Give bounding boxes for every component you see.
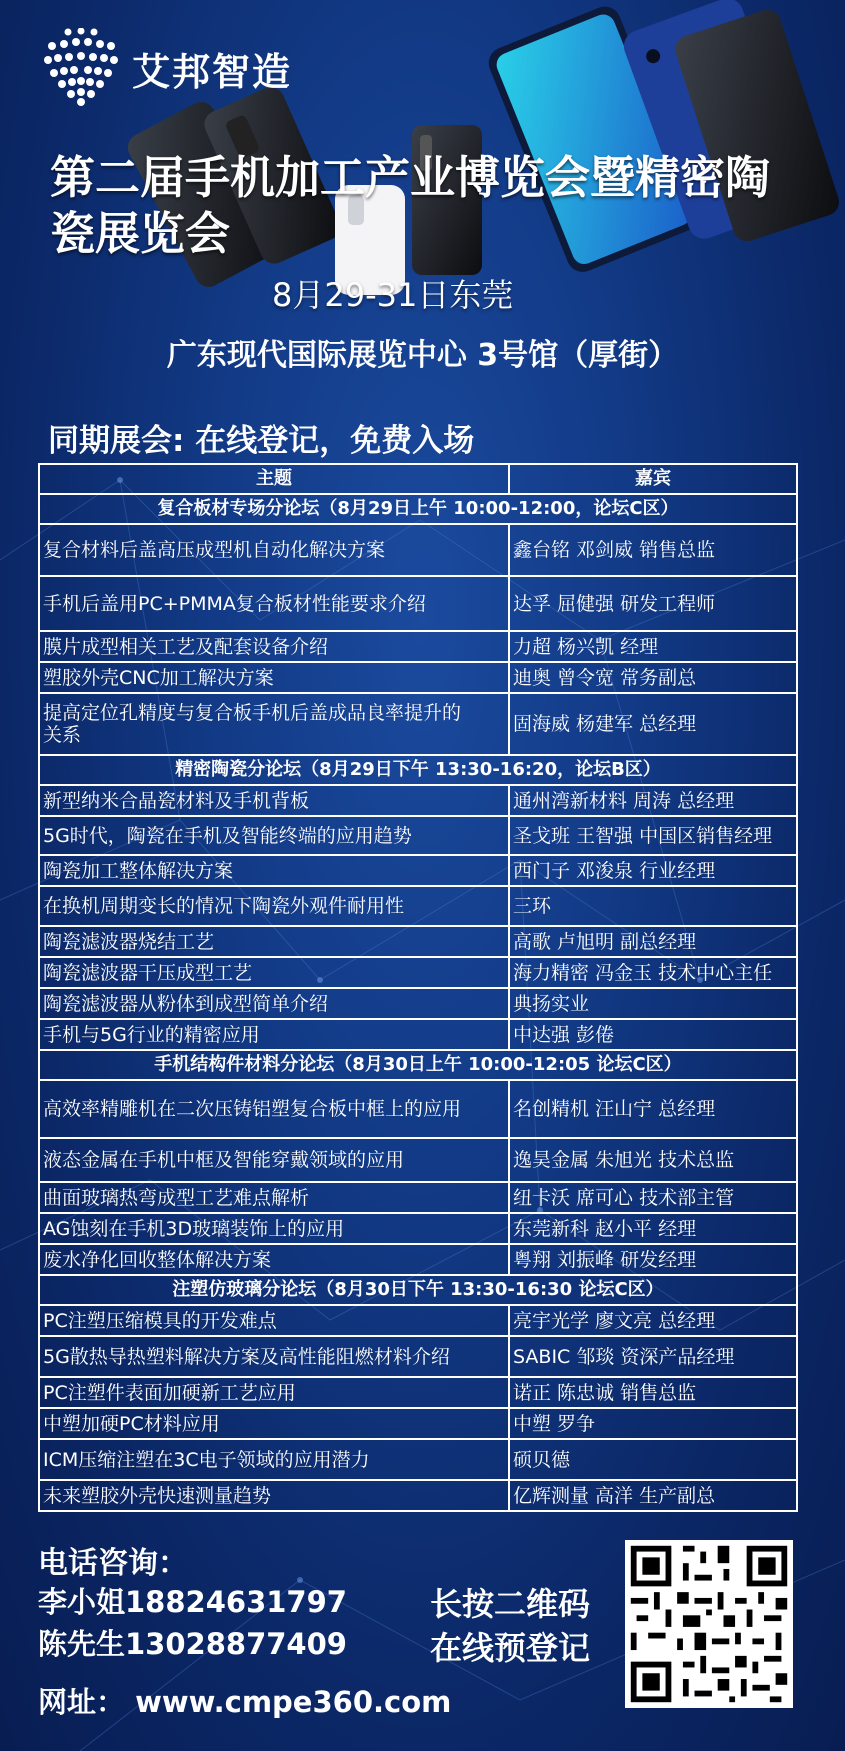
table-row: [39, 816, 797, 855]
table-header-row: [39, 464, 797, 494]
table-row: [39, 1080, 797, 1138]
guest-cell: 固海威 杨建军 总经理: [509, 693, 797, 755]
table-row: [39, 1377, 797, 1408]
table-row: [39, 1305, 797, 1336]
table-row: [39, 1019, 797, 1050]
guest-cell: 西门子 邓浚泉 行业经理: [509, 855, 797, 886]
topic-cell: [39, 693, 509, 755]
section-title: 精密陶瓷分论坛（8月29日下午 13:30-16:20，论坛B区）: [39, 755, 797, 785]
agenda-table: [38, 463, 798, 1512]
qr-hint-line: 长按二维码: [430, 1585, 591, 1623]
qr-hint-line: 在线预登记: [430, 1629, 591, 1667]
guest-cell: 圣戈班 王智强 中国区销售经理: [509, 816, 797, 855]
guest-cell: 力超 杨兴凯 经理: [509, 631, 797, 662]
topic-cell: 陶瓷滤波器烧结工艺: [39, 926, 509, 957]
brand-name: 艾邦智造: [132, 49, 293, 94]
guest-cell: 粤翔 刘振峰 研发经理: [509, 1244, 797, 1275]
topic-cell: 新型纳米合晶瓷材料及手机背板: [39, 785, 509, 816]
topic-cell: 陶瓷滤波器从粉体到成型简单介绍: [39, 988, 509, 1019]
contact-phone-1[interactable]: 李小姐18824631797: [38, 1585, 347, 1619]
dot-fan-logo-icon: [38, 28, 124, 108]
guest-cell: 逸昊金属 朱旭光 技术总监: [509, 1138, 797, 1182]
topic-cell: PC注塑压缩模具的开发难点: [39, 1305, 509, 1336]
table-row: [39, 1138, 797, 1182]
topic-cell: AG蚀刻在手机3D玻璃装饰上的应用: [39, 1213, 509, 1244]
expo-note: 同期展会: 在线登记，免费入场: [48, 423, 475, 459]
topic-cell: 膜片成型相关工艺及配套设备介绍: [39, 631, 509, 662]
header-guest: 嘉宾: [509, 464, 797, 494]
registration-qr-code-icon[interactable]: [625, 1540, 793, 1708]
table-row: [39, 785, 797, 816]
topic-cell: 曲面玻璃热弯成型工艺难点解析: [39, 1182, 509, 1213]
table-row: [39, 926, 797, 957]
table-row: [39, 576, 797, 631]
contact-heading: 电话咨询：: [38, 1546, 188, 1581]
event-venue: 广东现代国际展览中心 3号馆（厚街）: [166, 338, 679, 373]
guest-cell: 硕贝德: [509, 1439, 797, 1480]
guest-cell: 亿辉测量 高洋 生产副总: [509, 1480, 797, 1511]
topic-line: 提高定位孔精度与复合板手机后盖成品良率提升的: [43, 702, 462, 724]
topic-cell: 未来塑胶外壳快速测量趋势: [39, 1480, 509, 1511]
topic-cell: 在换机周期变长的情况下陶瓷外观件耐用性: [39, 886, 509, 926]
guest-cell: 通州湾新材料 周涛 总经理: [509, 785, 797, 816]
contact-phone-2[interactable]: 陈先生13028877409: [38, 1627, 347, 1661]
guest-cell: 诺正 陈忠诚 销售总监: [509, 1377, 797, 1408]
topic-cell: 塑胶外壳CNC加工解决方案: [39, 662, 509, 693]
topic-cell: ICM压缩注塑在3C电子领域的应用潜力: [39, 1439, 509, 1480]
topic-cell: 陶瓷滤波器干压成型工艺: [39, 957, 509, 988]
table-row: [39, 957, 797, 988]
guest-cell: 迪奥 曾令宽 常务副总: [509, 662, 797, 693]
guest-cell: 三环: [509, 886, 797, 926]
guest-cell: 中塑 罗争: [509, 1408, 797, 1439]
topic-cell: 陶瓷加工整体解决方案: [39, 855, 509, 886]
table-row: [39, 1244, 797, 1275]
section-title: 复合板材专场分论坛（8月29日上午 10:00-12:00，论坛C区）: [39, 494, 797, 524]
table-row: [39, 1408, 797, 1439]
table-row: [39, 693, 797, 755]
table-row: [39, 1213, 797, 1244]
header-topic: 主题: [39, 464, 509, 494]
table-row: [39, 662, 797, 693]
section-title: 手机结构件材料分论坛（8月30日上午 10:00-12:05 论坛C区）: [39, 1050, 797, 1080]
table-row: [39, 1336, 797, 1377]
topic-cell: 中塑加硬PC材料应用: [39, 1408, 509, 1439]
guest-cell: SABIC 邹琰 资深产品经理: [509, 1336, 797, 1377]
qr-hint: [430, 1582, 590, 1670]
event-title: 第二届手机加工产业博览会暨精密陶瓷展览会: [50, 151, 771, 260]
guest-cell: 名创精机 汪山宁 总经理: [509, 1080, 797, 1138]
table-row: [39, 1182, 797, 1213]
topic-cell: 废水净化回收整体解决方案: [39, 1244, 509, 1275]
topic-cell: 复合材料后盖高压成型机自动化解决方案: [39, 524, 509, 576]
guest-cell: 高歌 卢旭明 副总经理: [509, 926, 797, 957]
guest-cell: 纽卡沃 席可心 技术部主管: [509, 1182, 797, 1213]
table-row: [39, 988, 797, 1019]
brand-logo: [38, 28, 292, 108]
topic-line: 关系: [43, 724, 82, 746]
topic-cell: PC注塑件表面加硬新工艺应用: [39, 1377, 509, 1408]
table-row: [39, 631, 797, 662]
guest-cell: 达孚 屈健强 研发工程师: [509, 576, 797, 631]
topic-cell: 手机后盖用PC+PMMA复合板材性能要求介绍: [39, 576, 509, 631]
table-row: [39, 1439, 797, 1480]
topic-cell: 高效率精雕机在二次压铸铝塑复合板中框上的应用: [39, 1080, 509, 1138]
table-row: [39, 524, 797, 576]
guest-cell: 亮宇光学 廖文亮 总经理: [509, 1305, 797, 1336]
event-date: 8月29-31日东莞: [272, 276, 514, 314]
guest-cell: 中达强 彭倦: [509, 1019, 797, 1050]
topic-cell: 液态金属在手机中框及智能穿戴领域的应用: [39, 1138, 509, 1182]
guest-cell: 东莞新科 赵小平 经理: [509, 1213, 797, 1244]
guest-cell: 鑫台铭 邓剑威 销售总监: [509, 524, 797, 576]
section-title: 注塑仿玻璃分论坛（8月30日下午 13:30-16:30 论坛C区）: [39, 1275, 797, 1305]
table-row: [39, 855, 797, 886]
table-row: [39, 1480, 797, 1511]
website-link[interactable]: 网址： www.cmpe360.com: [38, 1685, 452, 1719]
guest-cell: 典扬实业: [509, 988, 797, 1019]
topic-cell: 手机与5G行业的精密应用: [39, 1019, 509, 1050]
topic-cell: 5G散热导热塑料解决方案及高性能阻燃材料介绍: [39, 1336, 509, 1377]
guest-cell: 海力精密 冯金玉 技术中心主任: [509, 957, 797, 988]
table-row: [39, 886, 797, 926]
topic-cell: 5G时代，陶瓷在手机及智能终端的应用趋势: [39, 816, 509, 855]
